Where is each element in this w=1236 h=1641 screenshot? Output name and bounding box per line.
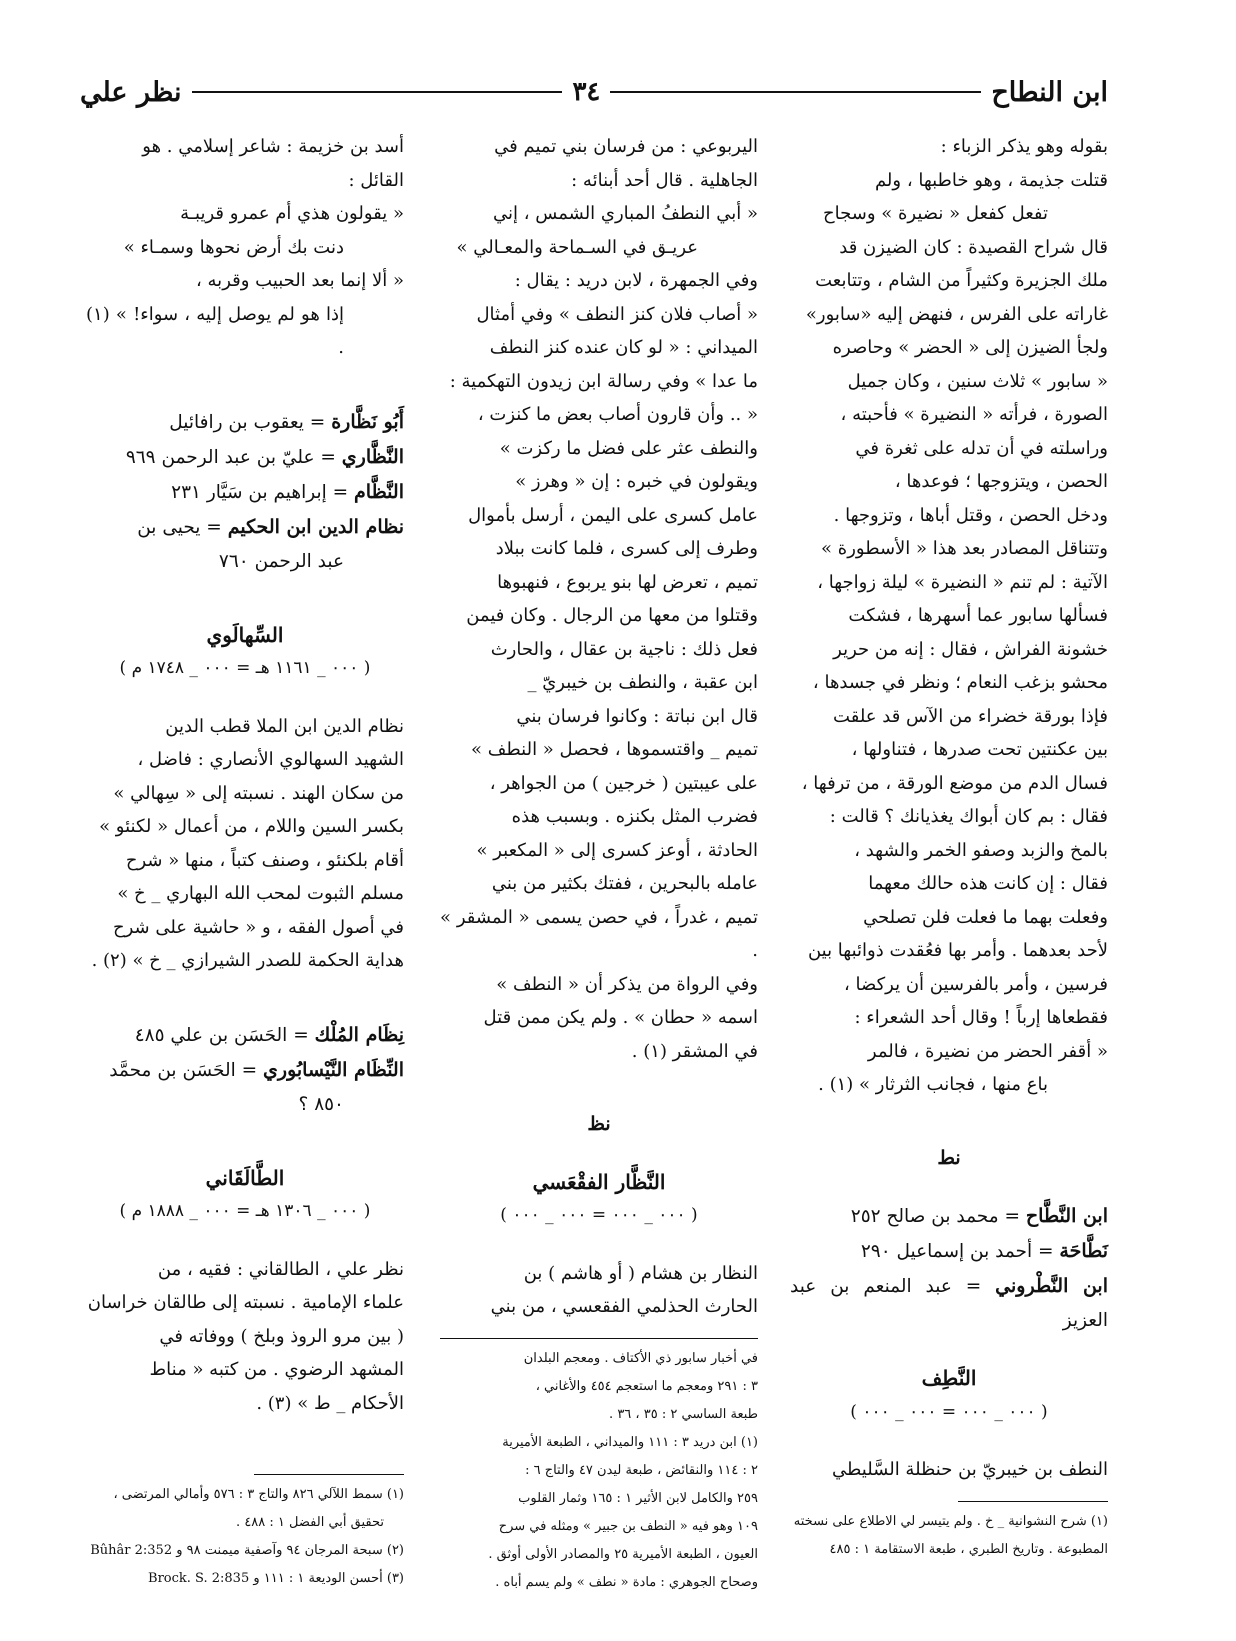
text-line: محشو بزغب النعام ؛ ونظر في جسدها ، [812,672,1108,693]
text-line: إذا هو لم يوصل إليه ، سواء! » (١) . [86,303,344,358]
text-line: القائل : [348,169,404,191]
text-line: وفي الجمهرة ، لابن دريد : يقال : [514,270,758,291]
text-line: والنطف عثر على فضل ما ركزت » [499,437,758,459]
left-column-text [86,130,404,365]
text-line: بقوله وهو يذكر الزباء : [940,136,1108,157]
running-head-right: ابن النطاح [991,76,1108,108]
text-line: من سكان الهند . نسبته إلى « سِهالي » [113,782,404,804]
text-line: « أقفر الحضر من نضيرة ، فالمر [867,1040,1108,1062]
text-line: الحارث الحذلمي الفقعسي ، من بني [490,1296,758,1317]
text-line: الحادثة ، أوعز كسرى إلى « المكعبر » [476,839,758,861]
text-line: « أبي النطفُ المباري الشمس ، إني [493,203,758,224]
text-line: فقطعاها إرباً ! وقال أحد الشعراء : [854,1007,1108,1028]
footnote-line: ٢ : ١١٤ والنقائض ، طبعة ليدن ٤٧ والتاج ٦ : [525,1462,758,1478]
text-line: فإذا بورقة خضراء من الآس قد علقت [833,705,1108,727]
text-line: ملك الجزيرة وكثيراً من الشام ، وتتابعت [815,270,1108,291]
bio-title-taliqani: الطَّالَقَاني [205,1165,285,1190]
text-line: المشهد الرضوي . من كتبه « مناط [149,1359,404,1380]
bio-dates-sihalawi: ( ٠٠٠ _ ١١٦١ هـ = ٠٠٠ _ ١٧٤٨ م ) [119,658,371,678]
text-line: غاراته على الفرس ، فنهض إليه «سابور» [805,303,1108,325]
section-letter-nz: نظ [587,1113,611,1135]
bio-dates-nazzar: ( ٠٠٠ _ ٠٠٠ = ٠٠٠ _ ٠٠٠ ) [500,1205,698,1225]
text-line: فضرب المثل بكنزه . وبسبب هذه [511,806,758,827]
bio-line-natif: النطف بن خيبريّ بن حنظلة السَّليطي [832,1459,1108,1480]
text-line: اليربوعي : من فرسان بني تميم في [494,136,758,157]
text-line: تميم ، غدراً ، في حصن يسمى « المشقر » . [440,906,758,961]
text-line: قال شراح القصيدة : كان الضيزن قد [839,236,1108,258]
page-number: ٣٤ [572,77,601,107]
footnote-line: في أخبار سابور ذي الأكتاف . ومعجم البلدان [523,1350,758,1366]
text-line: وطرف إلى كسرى ، فلما كانت ببلاد [495,538,758,559]
text-line: وفي الرواة من يذكر أن « النطف » [496,973,758,995]
entry-name: ابن النَّطْروني [995,1275,1108,1297]
entry-name: أَبُو نَظَّارة [331,410,404,433]
entry-reference: = إبراهيم بن سَيَّار ٢٣١ [171,481,349,503]
text-line: نظام الدين ابن الملا قطب الدين [165,715,404,737]
footnote-rule [440,1338,758,1339]
bio-text-nazzar [440,1257,758,1324]
entry-name: نظام الدين ابن الحكيم [227,515,404,538]
entry-reference: = يعقوب بن رافائيل [169,411,326,433]
text-line: بكسر السين واللام ، من أعمال « لكنئو » [99,816,404,837]
entry-reference: = الحَسَن بن علي ٤٨٥ [134,1024,309,1046]
text-line: هداية الحكمة للصدر الشيرازي _ خ » (٢) . [91,950,404,971]
footnote-line: (١) ابن دريد ٣ : ١١١ والميداني ، الطبعة الأميرية [502,1434,758,1450]
text-line: « أصاب فلان كنز النطف » وفي أمثال [476,303,758,325]
right-column-entries [790,1199,1108,1338]
text-line: قال ابن نباتة : وكانوا فرسان بني [516,705,758,727]
header-rule-left [192,91,563,93]
bio-title-sihalawi: السِّهالَوي [206,622,284,647]
text-line: مسلم الثبوت لمحب الله البهاري _ خ » [117,883,404,904]
bio-dates-natif: ( ٠٠٠ _ ٠٠٠ = ٠٠٠ _ ٠٠٠ ) [850,1401,1048,1422]
cross-reference-entry [86,475,404,510]
bio-title-nazzar: النَّظَّار الفقْعَسي [532,1169,666,1194]
entry-name: النَّظَّام [354,480,404,503]
text-line: بالمخ والزبد وصفو الخمر والشهد ، [854,839,1108,861]
text-line: الحصن ، ويتزوجها ؛ فوعدها ، [894,471,1108,492]
right-column [790,130,1108,1564]
text-line: ودخل الحصن ، وقتل أباها ، وتزوجها . [833,504,1108,526]
footnote-line: (٢) سبحة المرجان ٩٤ وآصفية ميمنت ٩٨ و Bûhâr 2:352 [90,1543,404,1558]
text-line: تميم ، تعرض لها بنو يربوع ، فنهبوها [497,571,758,593]
cross-reference-entry [86,1018,404,1053]
text-line: عريـق في السـماحة والمعـالي » [456,236,698,258]
text-line: باع منها ، فجانب الثرثار » (١) . [818,1074,1048,1095]
cross-reference-entry [86,510,404,545]
left-column [86,130,404,1593]
footnote-line: ٣ : ٢٩١ ومعجم ما استعجم ٤٥٤ والأغاني ، [535,1378,758,1394]
text-line: ( بين مرو الروذ وبلخ ) ووفاته في [159,1325,404,1347]
cross-reference-entry [790,1199,1108,1234]
text-line: عامله بالبحرين ، ففتك بكثير من بني [491,873,758,894]
entry-reference: = يحيى بن [137,516,222,538]
text-line: ويقولون في خبره : إن « وهرز » [515,471,758,492]
text-line: بين عكنتين تحت صدرها ، فتناولها ، [851,739,1108,760]
text-line: الصورة ، فرأته « النضيرة » فأحبته ، [840,404,1108,425]
entry-name: ابن النَّطَّاح [1025,1205,1108,1227]
running-head-left: نظر علي [79,76,182,108]
text-line: « يقولون هذي أم عمرو قريبـة [180,203,404,224]
entry-continuation: عبد الرحمن ٧٦٠ [218,550,344,572]
footnote-line: (١) سمط اللآلي ٨٢٦ والتاج ٣ : ٥٧٦ وأمالي المرتضى ، [113,1487,404,1502]
text-line: علماء الإمامية . نسبته إلى طالقان خراسان [87,1292,404,1313]
bio-text-taliqani [86,1253,404,1421]
text-line: فسال الدم من موضع الورقة ، من ترفها ، [801,772,1108,794]
left-column-footnotes [86,1481,404,1593]
text-line: ولجأ الضيزن إلى « الحضر » وحاصره [832,337,1108,358]
text-line: وقتلوا من معها من الرجال . وكان فيمن [466,605,758,626]
text-line: « ألا إنما بعد الحبيب وقربه ، [196,270,404,291]
text-line: فرسين ، وأمر بالفرسين أن يركضا ، [843,973,1108,995]
text-line: الآتية : لم تنم « النضيرة » ليلة زواجها ، [817,571,1108,593]
cross-reference-entry [86,440,404,475]
text-line: خشونة الفراش ، فقال : إنه من حرير [833,638,1108,660]
text-line: وتتناقل المصادر بعد هذا « الأسطورة » [821,538,1108,559]
text-line: في أصول الفقه ، و « حاشية على شرح [112,916,404,938]
footnote-line: العيون ، الطبعة الأميرية ٢٥ والمصادر الأولى أوثق . [488,1546,758,1562]
text-line: اسمه « حطان » . ولم يكن ممن قتل [483,1007,758,1028]
section-letter-nt: نط [937,1146,961,1169]
text-line: الميداني : « لو كان عنده كنز النطف [489,337,758,358]
cross-reference-entry [790,1234,1108,1269]
footnote-line: وصحاح الجوهري : مادة « نطف » ولم يسم أباه . [495,1574,758,1590]
bio-text-sihalawi [86,710,404,978]
text-line: عامل كسرى على اليمن ، أرسل بأموال [468,504,758,526]
cross-reference-entry [86,405,404,440]
entry-b-continuation: ٨٥٠ ؟ [298,1093,344,1115]
text-line: الجاهلية . قال أحد أبنائه : [571,169,758,191]
footnote-line: المطبوعة . وتاريخ الطبري ، طبعة الاستقامة ١ : ٤٨٥ [829,1541,1108,1557]
entry-reference: = أحمد بن إسماعيل ٢٩٠ [860,1241,1054,1262]
text-line: « .. وأن قارون أصاب بعض ما كنزت ، [477,404,758,425]
text-line: النظار بن هشام ( أو هاشم ) بن [523,1262,758,1284]
text-line: لأحد بعدهما . وأمر بها فعُقدت ذوائبها بين [807,940,1108,961]
entry-reference: = الحَسَن بن محمَّد [109,1059,258,1081]
header-rule-right [610,91,981,93]
text-line: تميم _ واقتسموها ، فحصل « النطف » [471,739,758,760]
right-column-footnotes [790,1508,1108,1564]
cross-reference-entry [790,1269,1108,1338]
footnote-rule [254,1474,404,1475]
text-line: وفعلت بهما ما فعلت فلن تصلحي [863,906,1108,928]
middle-column-footnotes [440,1345,758,1597]
left-column-entries-b [86,1018,404,1088]
text-line: أقام بلكنئو ، وصنف كتباً ، منها « شرح [125,849,404,871]
right-column-text [790,130,1108,1102]
text-line: الأحكام _ ط » (٣) . [256,1392,404,1414]
text-line: في المشقر (١) . [631,1040,758,1062]
text-line: ابن عقبة ، والنطف بن خيبريّ _ [527,672,758,693]
footnote-line: ١٠٩ وهو فيه « النطف بن جبير » ومثله في سرح [498,1518,758,1534]
text-line: أسد بن خزيمة : شاعر إسلامي . هو [142,136,404,157]
text-line: فقال : بم كان أبواك يغذيانك ؟ قالت : [829,806,1108,827]
text-line: فقال : إن كانت هذه حالك معهما [868,873,1108,894]
entry-name: نِظَام المُلْك [314,1023,404,1046]
cross-reference-entry [86,1053,404,1088]
text-line: فسألها سابور عما أسهرها ، فشكت [848,605,1108,626]
entry-reference: = محمد بن صالح ٢٥٢ [850,1206,1021,1227]
text-line: ما عدا » وفي رسالة ابن زيدون التهكمية : [449,370,758,392]
text-line: الشهيد السهالوي الأنصاري : فاضل ، [137,749,404,770]
middle-column [440,130,758,1597]
text-line: على عيبتين ( خرجين ) من الجواهر ، [489,772,758,794]
footnote-rule [958,1501,1108,1502]
text-line: قتلت جذيمة ، وهو خاطبها ، ولم [874,169,1108,191]
text-line: نظر علي ، الطالقاني : فقيه ، من [157,1258,404,1280]
footnote-line: طبعة الساسي ٢ : ٣٥ ، ٣٦ . [609,1406,758,1422]
footnote-line: (٣) أحسن الوديعة ١ : ١١١ و Brock. S. 2:835 [148,1571,404,1586]
entry-name: النَّظَّاري [341,445,404,468]
footnote-line: ٢٥٩ والكامل لابن الأثير ١ : ١٦٥ وثمار القلوب [518,1490,758,1506]
entry-name: نَطَّاحَة [1059,1240,1108,1262]
entry-reference: = عبد المنعم بن عبد العزيز [790,1276,1108,1331]
bio-dates-taliqani: ( ٠٠٠ _ ١٣٠٦ هـ = ٠٠٠ _ ١٨٨٨ م ) [119,1201,371,1221]
middle-column-text [440,130,758,1068]
footnote-line: (١) شرح النشوانية _ خ . ولم يتيسر لي الاطلاع على نسخته [793,1513,1108,1529]
text-line: « سابور » ثلاث سنين ، وكان جميل [847,370,1108,392]
footnote-line: تحقيق أبي الفضل ١ : ٤٨٨ . [236,1515,384,1530]
left-column-entries-a [86,405,404,545]
page-header [80,72,1108,112]
text-line: وراسلته في أن تدله على ثغرة في [855,437,1108,459]
text-line: دنت بك أرض نحوها وسمـاء » [123,236,344,258]
text-line: تفعل كفعل « نضيرة » وسجاح [823,203,1048,224]
bio-title-natif: النَّطِف [921,1366,977,1390]
entry-reference: = عليّ بن عبد الرحمن ٩٦٩ [125,446,336,468]
text-line: فعل ذلك : ناجية بن عقال ، والحارث [490,638,758,660]
entry-name: النِّظَام النَّيْسابُوري [263,1058,404,1081]
